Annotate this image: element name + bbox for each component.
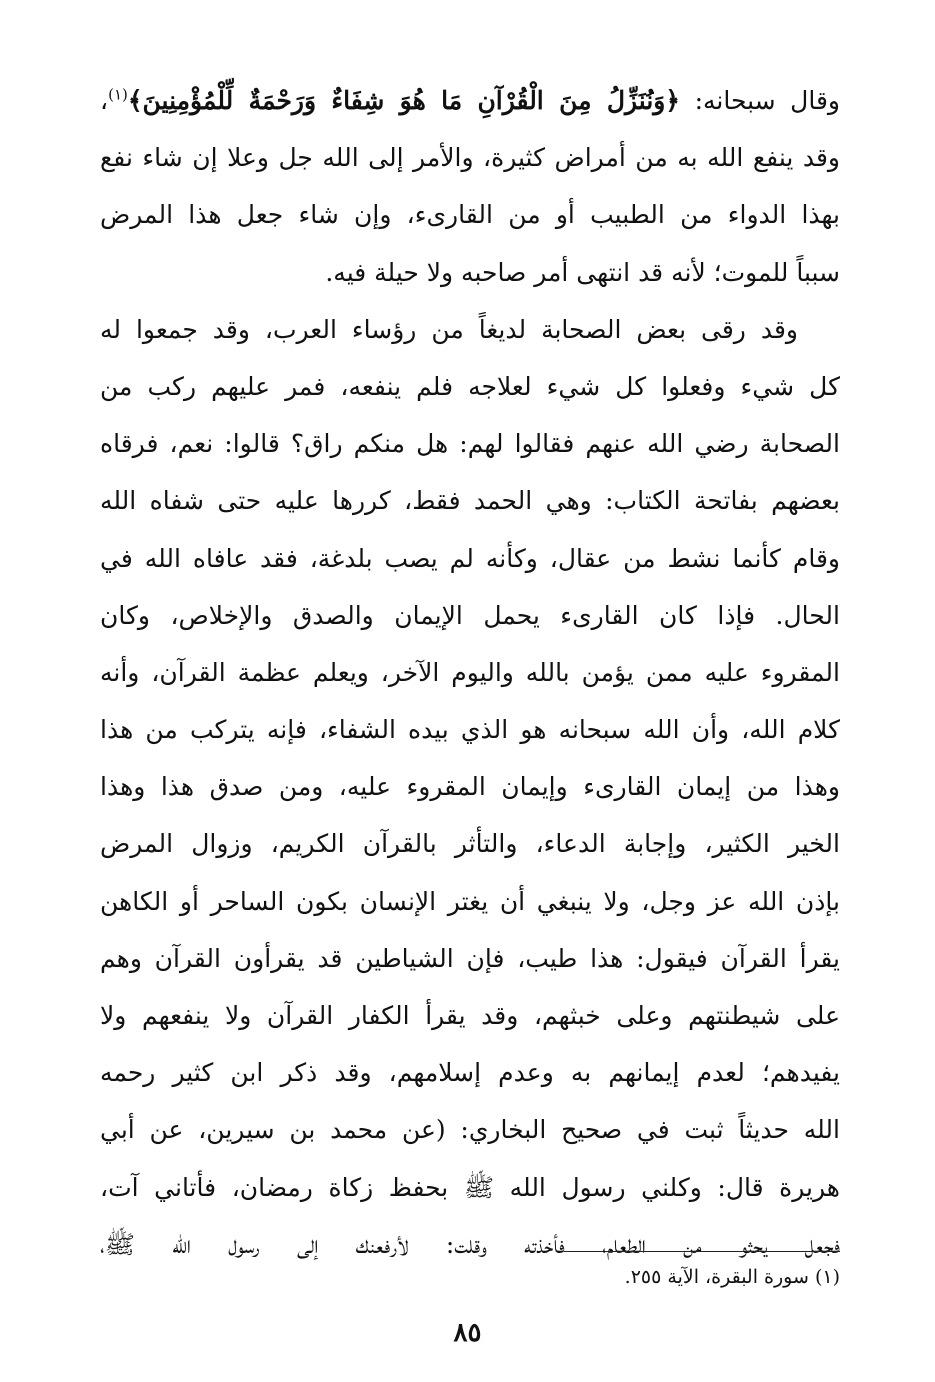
footnote-separator (564, 1251, 840, 1252)
body-line: الصحابة رضي الله عنهم فقالوا لهم: هل منكم راق؟ قالوا: نعم، فرقاه (100, 429, 840, 459)
body-line: وهذا من إيمان القارىء وإيمان المقروء عليه، ومن صدق هذا وهذا (100, 772, 840, 802)
body-line: فجعل يحثو من الطعام، فأخذته وقلت: لأرفعنك إلى رسول الله ﷺ، (100, 1229, 840, 1259)
body-line: كلام الله، وأن الله سبحانه هو الذي بيده الشفاء، فإنه يتركب من هذا (100, 715, 840, 745)
body-line: كل شيء وفعلوا كل شيء لعلاجه فلم ينفعه، فمر عليهم ركب من (100, 371, 840, 401)
body-line: يفيدهم؛ لعدم إيمانهم به وعدم إسلامهم، وقد ذكر ابن كثير رحمه (100, 1058, 840, 1088)
body-line: الله حديثاً ثبت في صحيح البخاري: (عن محمد بن سيرين، عن أبي (100, 1115, 840, 1145)
body-line: سبباً للموت؛ لأنه قد انتهى أمر صاحبه ولا حيلة فيه. (325, 257, 840, 287)
body-line: وقد ينفع الله به من أمراض كثيرة، والأمر إلى الله جل وعلا إن شاء نفع (100, 143, 840, 173)
body-line: بإذن الله عز وجل، ولا ينبغي أن يغتر الإنسان بكون الساحر أو الكاهن (100, 886, 840, 916)
footnote: (١) سورة البقرة، الآية ٢٥٥. (624, 1266, 840, 1288)
body-line: يقرأ القرآن فيقول: هذا طيب، فإن الشياطين قد يقرأون القرآن وهم (100, 943, 840, 973)
footnote-ref: (١) (108, 85, 128, 104)
page-number: ٨٥ (453, 1318, 482, 1348)
quote-lead: وقال سبحانه: (680, 86, 840, 115)
body-text (100, 72, 840, 1273)
quote-tail: ، (100, 86, 109, 115)
quran-verse: ﴿وَنُنَزِّلُ مِنَ الْقُرْآنِ مَا هُوَ شِفَاءٌ وَرَحْمَةٌ لِّلْمُؤْمِنِينَ﴾ (127, 86, 681, 115)
body-line: بعضهم بفاتحة الكتاب: وهي الحمد فقط، كررها عليه حتى شفاه الله (100, 486, 840, 516)
body-line: المقروء عليه ممن يؤمن بالله واليوم الآخر، ويعلم عظمة القرآن، وأنه (100, 657, 840, 687)
body-line: وقد رقى بعض الصحابة لديغاً من رؤساء العرب، وقد جمعوا له (100, 314, 798, 344)
body-line: بهذا الدواء من الطبيب أو من القارىء، وإن شاء جعل هذا المرض (100, 200, 840, 230)
body-line: وقام كأنما نشط من عقال، وكأنه لم يصب بلدغة، فقد عافاه الله في (100, 543, 840, 573)
body-line: الحال. فإذا كان القارىء يحمل الإيمان والصدق والإخلاص، وكان (100, 600, 840, 630)
body-line-quran-verse (100, 72, 840, 129)
body-line: على شيطنتهم وعلى خبثهم، وقد يقرأ الكفار القرآن ولا ينفعهم ولا (100, 1001, 840, 1030)
body-line: هريرة قال: وكلني رسول الله ﷺ بحفظ زكاة رمضان، فأتاني آت، (100, 1172, 840, 1202)
body-line: الخير الكثير، وإجابة الدعاء، والتأثر بالقرآن الكريم، وزوال المرض (100, 829, 840, 859)
